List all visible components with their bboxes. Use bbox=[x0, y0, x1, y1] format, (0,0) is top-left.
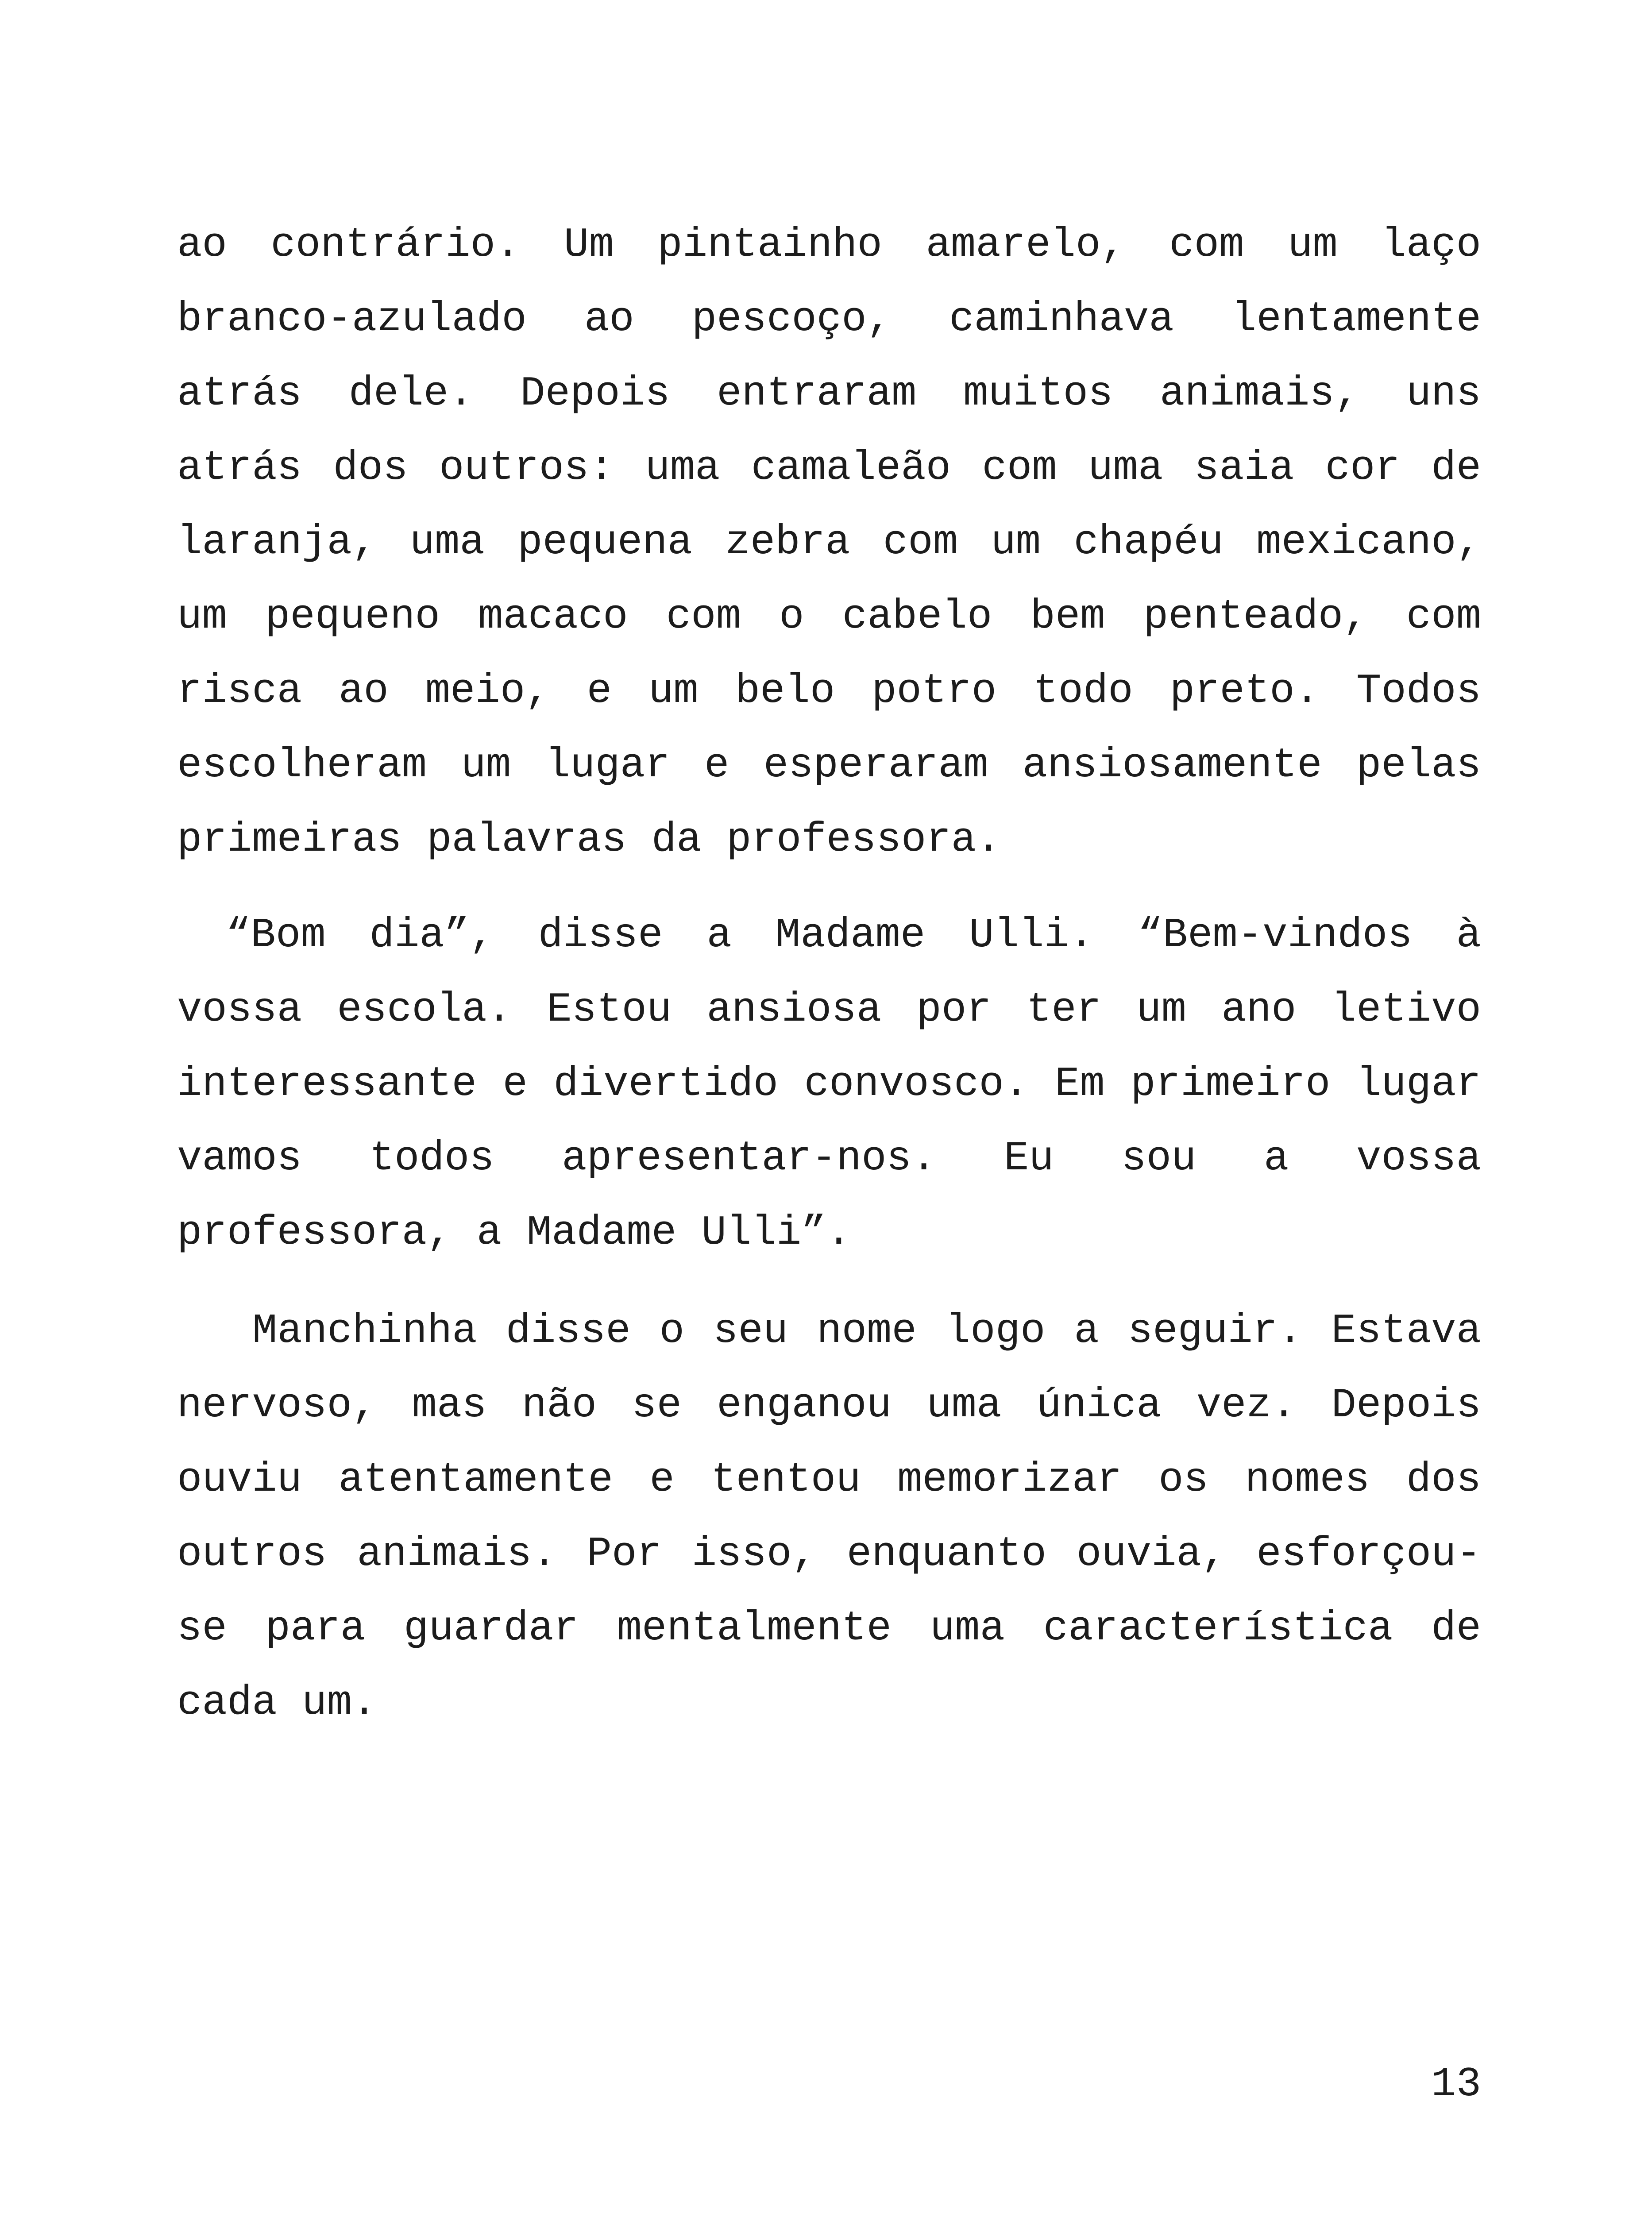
paragraph-2: “Bom dia”, disse a Madame Ulli. “Bem-vindos à vossa escola. Estou ansiosa por ter um ano letivo interessante e divertido convosco. Em primeiro lugar vamos todos apresentar-nos. Eu sou a vossa professora, a Madame Ulli”. bbox=[177, 912, 1481, 1257]
paragraph-1: ao contrário. Um pintainho amarelo, com um laço branco-azulado ao pescoço, caminhava lentamente atrás dele. Depois entraram muitos animais, uns atrás dos outros: uma camaleão com uma saia cor de laranja, uma pequena zebra com um chapéu mexicano, um pequeno macaco com o cabelo bem penteado, com risca ao meio, e um belo potro todo preto. Todos escolheram um lugar e esperaram ansiosamente pelas primeiras palavras da professora. bbox=[177, 222, 1481, 864]
paragraph-3: Manchinha disse o seu nome logo a seguir. Estava nervoso, mas não se enganou uma única vez. Depois ouviu atentamente e tentou memorizar os nomes dos outros animais. Por isso, enquanto ouvia, esforçou-se para guardar mentalmente uma característica de cada um. bbox=[177, 1308, 1481, 1727]
page-number: 13 bbox=[1431, 2061, 1481, 2108]
